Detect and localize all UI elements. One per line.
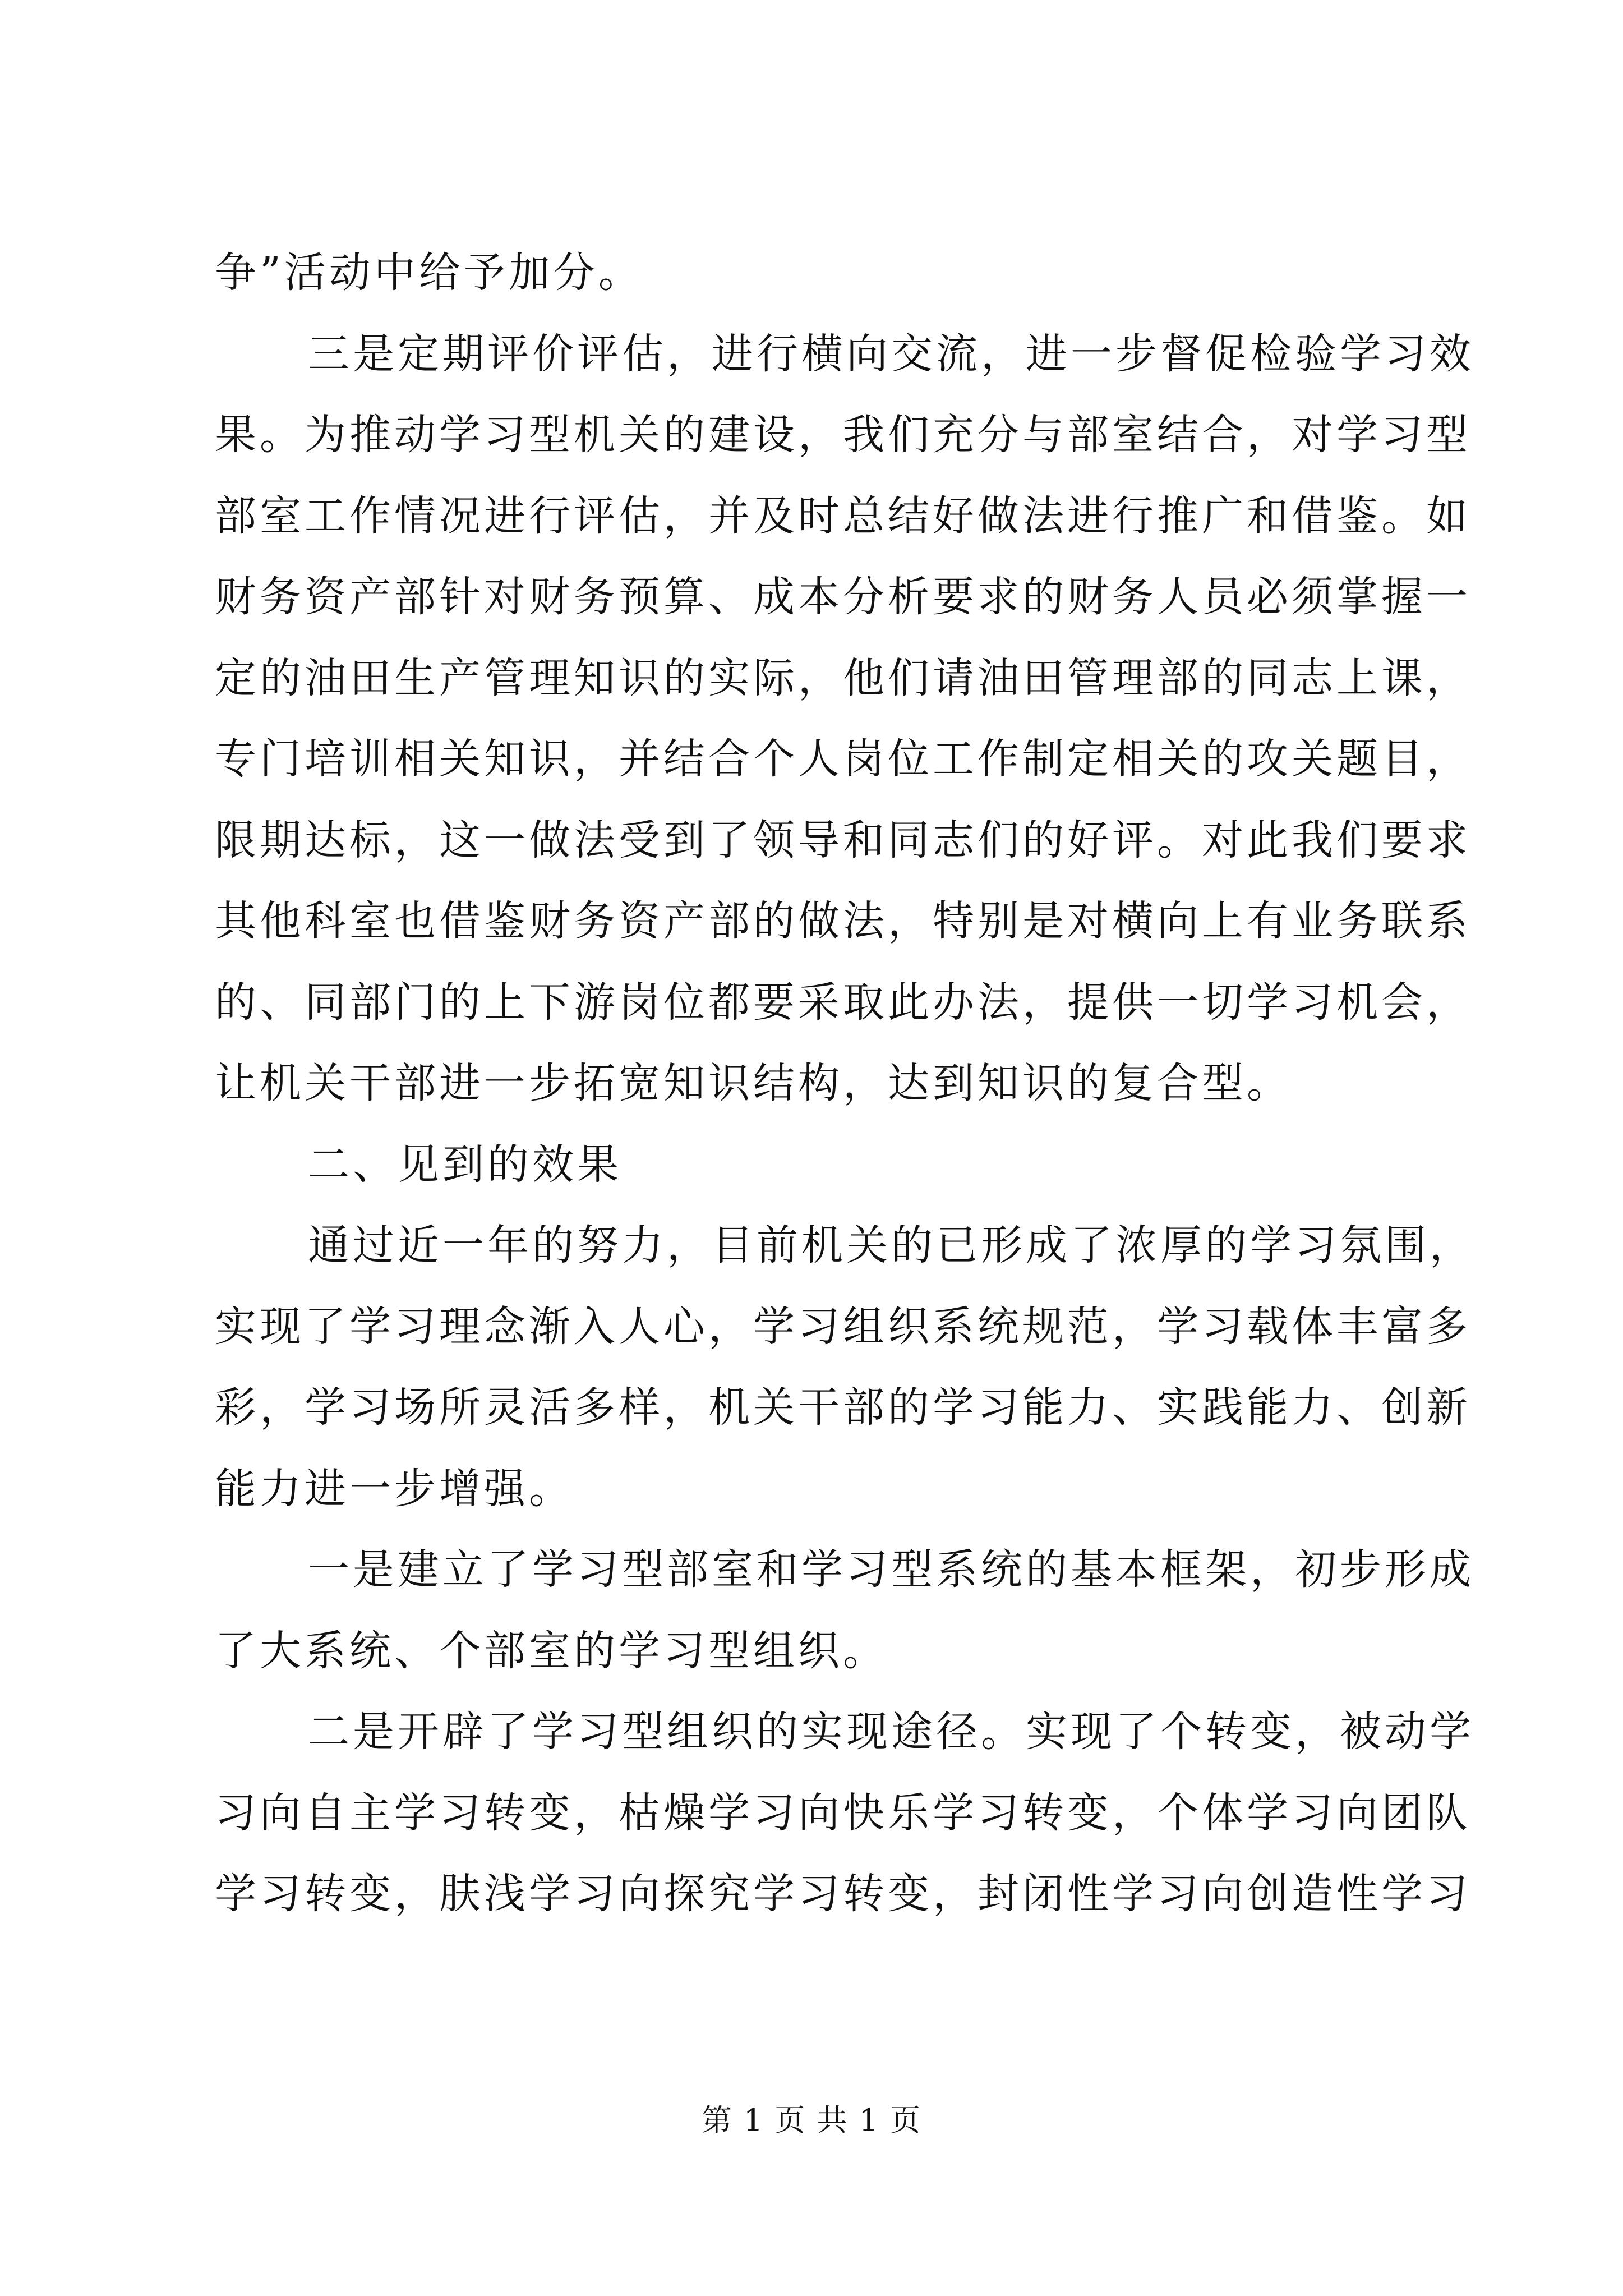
section-heading: 二、见到的效果 [308, 1140, 622, 1189]
text-line: 一是建立了学习型部室和学习型系统的基本框架，初步形成 [308, 1545, 1474, 1594]
text-line: 财务资产部针对财务预算、成本分析要求的财务人员必须掌握一 [215, 573, 1471, 621]
text-line: 学习转变，肤浅学习向探究学习转变，封闭性学习向创造性学习 [215, 1870, 1471, 1918]
text-line: 争”活动中给予加分。 [215, 249, 643, 297]
text-line: 限期达标，这一做法受到了领导和同志们的好评。对此我们要求 [215, 816, 1471, 864]
text-line: 习向自主学习转变，枯燥学习向快乐学习转变，个体学习向团队 [215, 1788, 1471, 1837]
text-line: 让机关干部进一步拓宽知识结构，达到知识的复合型。 [215, 1059, 1292, 1107]
text-line: 果。为推动学习型机关的建设，我们充分与部室结合，对学习型 [215, 411, 1471, 459]
text-line: 的、同部门的上下游岗位都要采取此办法，提供一切学习机会， [215, 978, 1471, 1027]
text-line: 二是开辟了学习型组织的实现途径。实现了个转变，被动学 [308, 1708, 1474, 1756]
page-number-footer: 第 1 页 共 1 页 [701, 2102, 922, 2138]
text-line: 定的油田生产管理知识的实际，他们请油田管理部的同志上课， [215, 654, 1471, 702]
text-line: 其他科室也借鉴财务资产部的做法，特别是对横向上有业务联系 [215, 897, 1471, 945]
text-line: 了大系统、个部室的学习型组织。 [215, 1626, 888, 1675]
text-line: 能力进一步增强。 [215, 1464, 574, 1513]
text-line: 彩，学习场所灵活多样，机关干部的学习能力、实践能力、创新 [215, 1383, 1471, 1432]
text-line: 三是定期评价评估，进行横向交流，进一步督促检验学习效 [308, 329, 1474, 378]
text-line: 通过近一年的努力，目前机关的已形成了浓厚的学习氛围， [308, 1221, 1474, 1269]
text-line: 专门培训相关知识，并结合个人岗位工作制定相关的攻关题目， [215, 735, 1471, 783]
text-line: 部室工作情况进行评估，并及时总结好做法进行推广和借鉴。如 [215, 491, 1471, 540]
text-line: 实现了学习理念渐入人心，学习组织系统规范，学习载体丰富多 [215, 1302, 1471, 1351]
document-body [215, 232, 1474, 1935]
